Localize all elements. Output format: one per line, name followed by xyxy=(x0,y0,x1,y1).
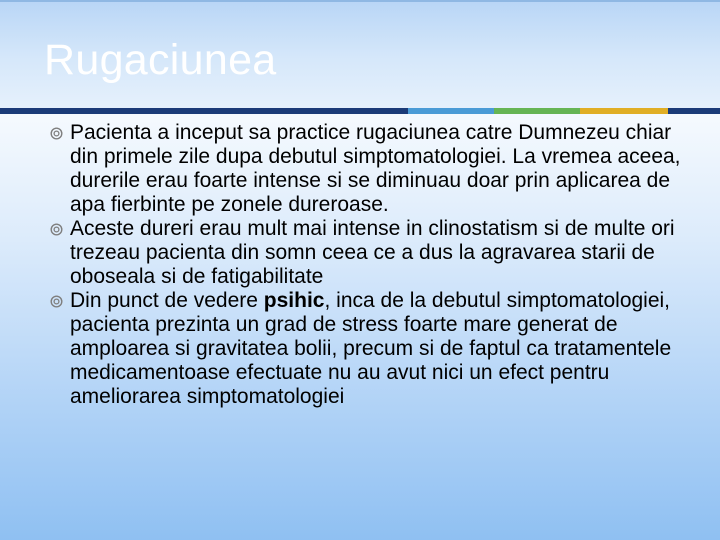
ring-bullet-icon xyxy=(50,223,63,236)
bullet-item xyxy=(44,121,684,217)
bullet-text xyxy=(70,289,671,408)
divider-segment-blue xyxy=(408,108,494,114)
title-band xyxy=(0,0,720,108)
bullet-text: Aceste dureri erau mult mai intense in clinostatism si de multe ori trezeau pacienta din somn ceea ce a dus la agravarea starii de oboseala si de fatigabilitate xyxy=(70,217,675,288)
slide-title: Rugaciunea xyxy=(44,36,277,84)
bullet-text-segment: , inca de la debutul simptomatologiei, pacienta prezinta un grad de stress foarte mare generat de amploarea si gravitatea bolii, precum si de faptul ca tratamentele medicamentoase efectuate nu au avut nici un efect pentru ameliorarea simptomatologiei xyxy=(70,289,672,408)
divider-segment-navy xyxy=(0,108,408,114)
bullet-item xyxy=(44,289,684,409)
bullet-text-segment: Din punct de vedere xyxy=(70,289,264,312)
bullet-text-emphasis: psihic xyxy=(263,289,325,312)
divider-segment-gold xyxy=(580,108,668,114)
divider-segment-green xyxy=(494,108,580,114)
bullet-item xyxy=(44,217,684,289)
title-divider xyxy=(0,108,720,114)
ring-bullet-icon xyxy=(50,127,63,140)
ring-bullet-icon xyxy=(50,295,63,308)
divider-segment-navy-end xyxy=(668,108,720,114)
bullet-list xyxy=(44,121,684,409)
bullet-text: Pacienta a inceput sa practice rugaciunea catre Dumnezeu chiar din primele zile dupa debutul simptomatologiei. La vremea aceea, durerile erau foarte intense si se diminuau doar prin aplicarea de apa fierbinte pe zonele dureroase. xyxy=(70,121,681,216)
